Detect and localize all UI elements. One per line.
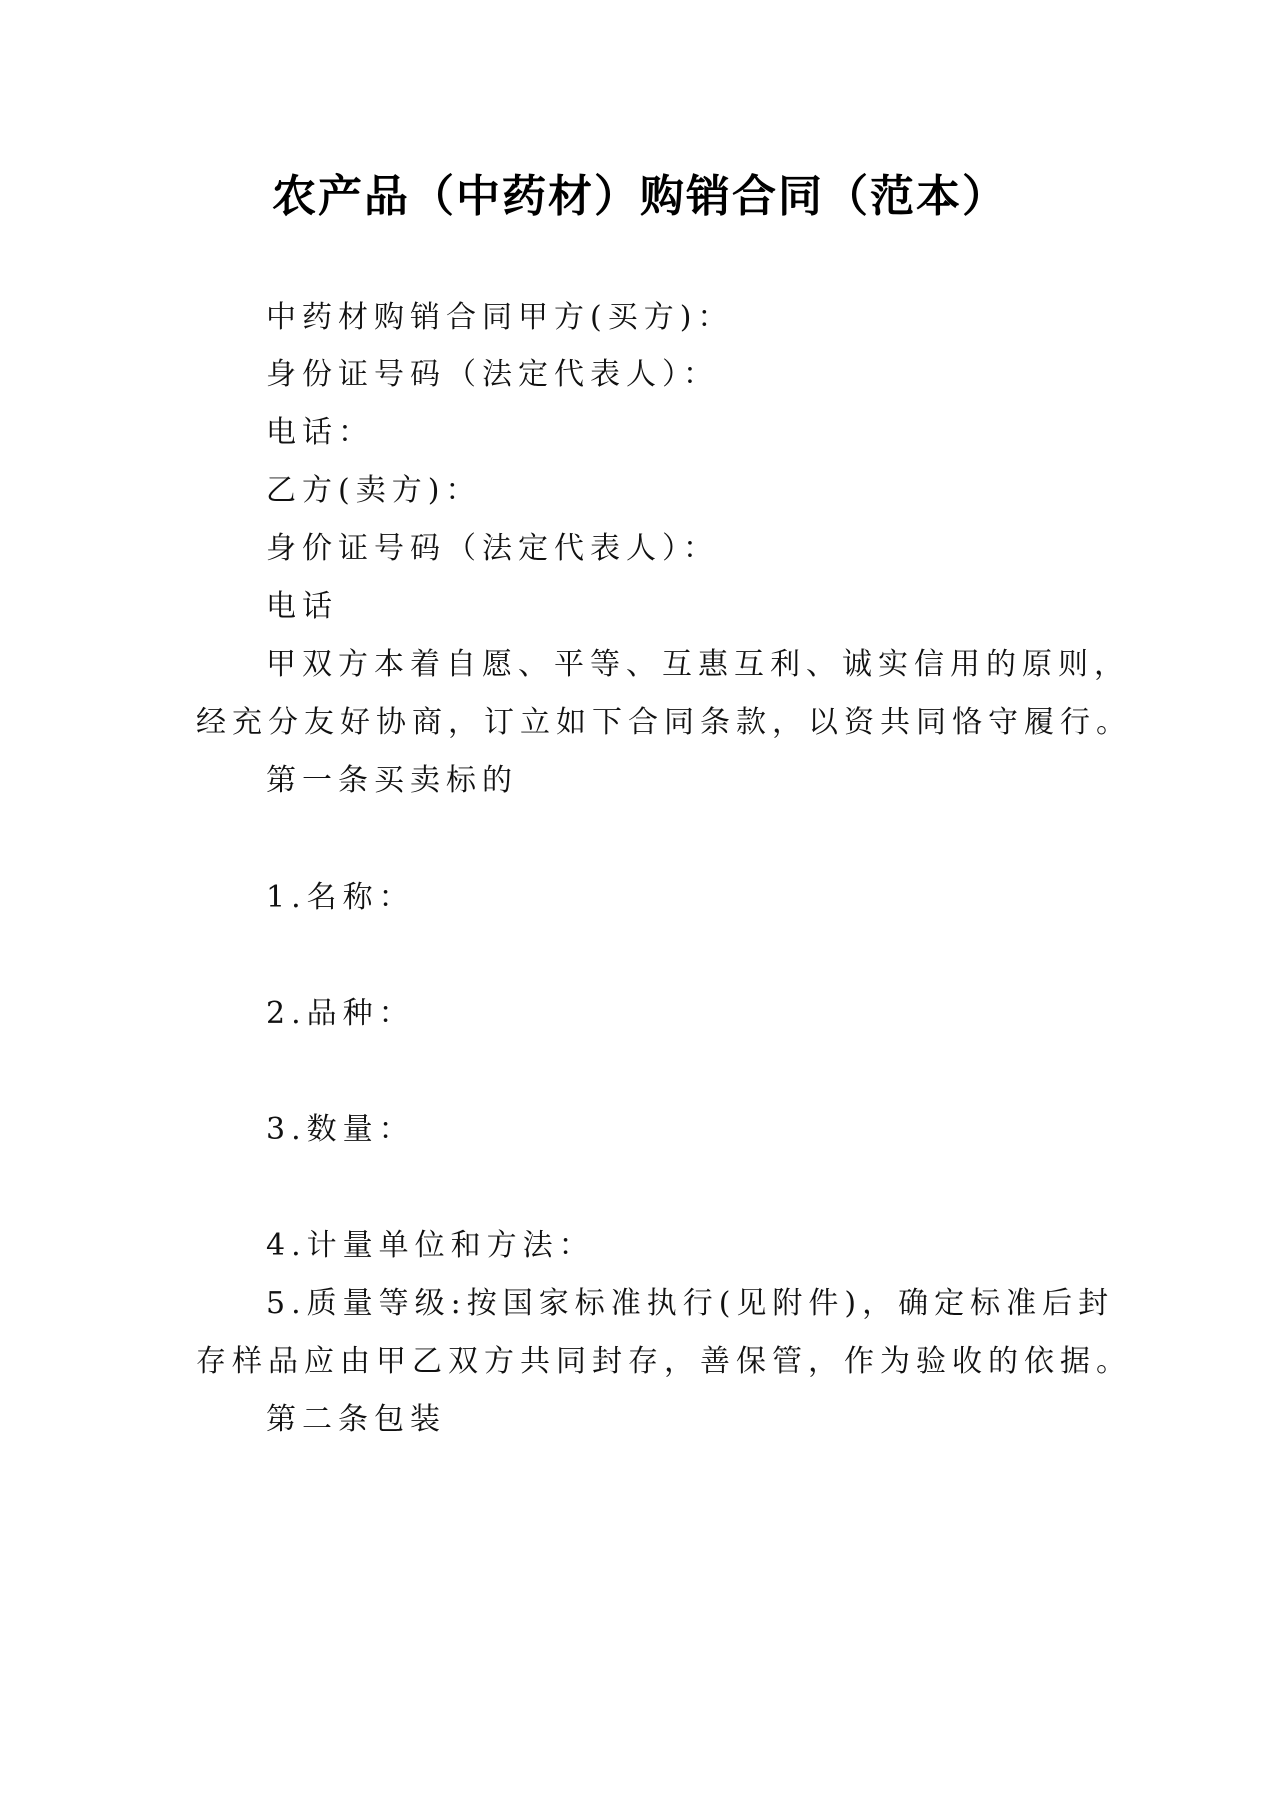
article-1-item-quantity: 3.数量： (266, 1112, 415, 1147)
seller-phone-label: 电话 (266, 589, 338, 624)
preamble-line-1: 甲双方本着自愿、平等、互惠互利、诚实信用的原则， (266, 647, 1130, 682)
article-2-heading: 第二条包装 (266, 1402, 446, 1437)
article-1-item-quality: 5.质量等级:按国家标准执行(见附件)，确定标准后封 (266, 1286, 1115, 1321)
document-title: 农产品（中药材）购销合同（范本） (272, 171, 1008, 222)
article-1-item-quality-continued: 存样品应由甲乙双方共同封存，善保管，作为验收的依据。 (196, 1344, 1132, 1379)
article-1-item-unit: 4.计量单位和方法： (266, 1228, 595, 1263)
preamble-line-2: 经充分友好协商，订立如下合同条款，以资共同恪守履行。 (196, 705, 1132, 740)
article-1-heading: 第一条买卖标的 (266, 763, 518, 798)
article-1-item-name: 1.名称： (266, 880, 415, 915)
buyer-id-label: 身份证号码（法定代表人）： (266, 357, 719, 392)
article-1-item-variety: 2.品种： (266, 996, 415, 1031)
seller-id-label: 身价证号码（法定代表人）： (266, 531, 719, 566)
seller-label: 乙方(卖方)： (266, 473, 482, 508)
buyer-label: 中药材购销合同甲方(买方)： (266, 300, 734, 335)
buyer-phone-label: 电话： (266, 415, 374, 450)
